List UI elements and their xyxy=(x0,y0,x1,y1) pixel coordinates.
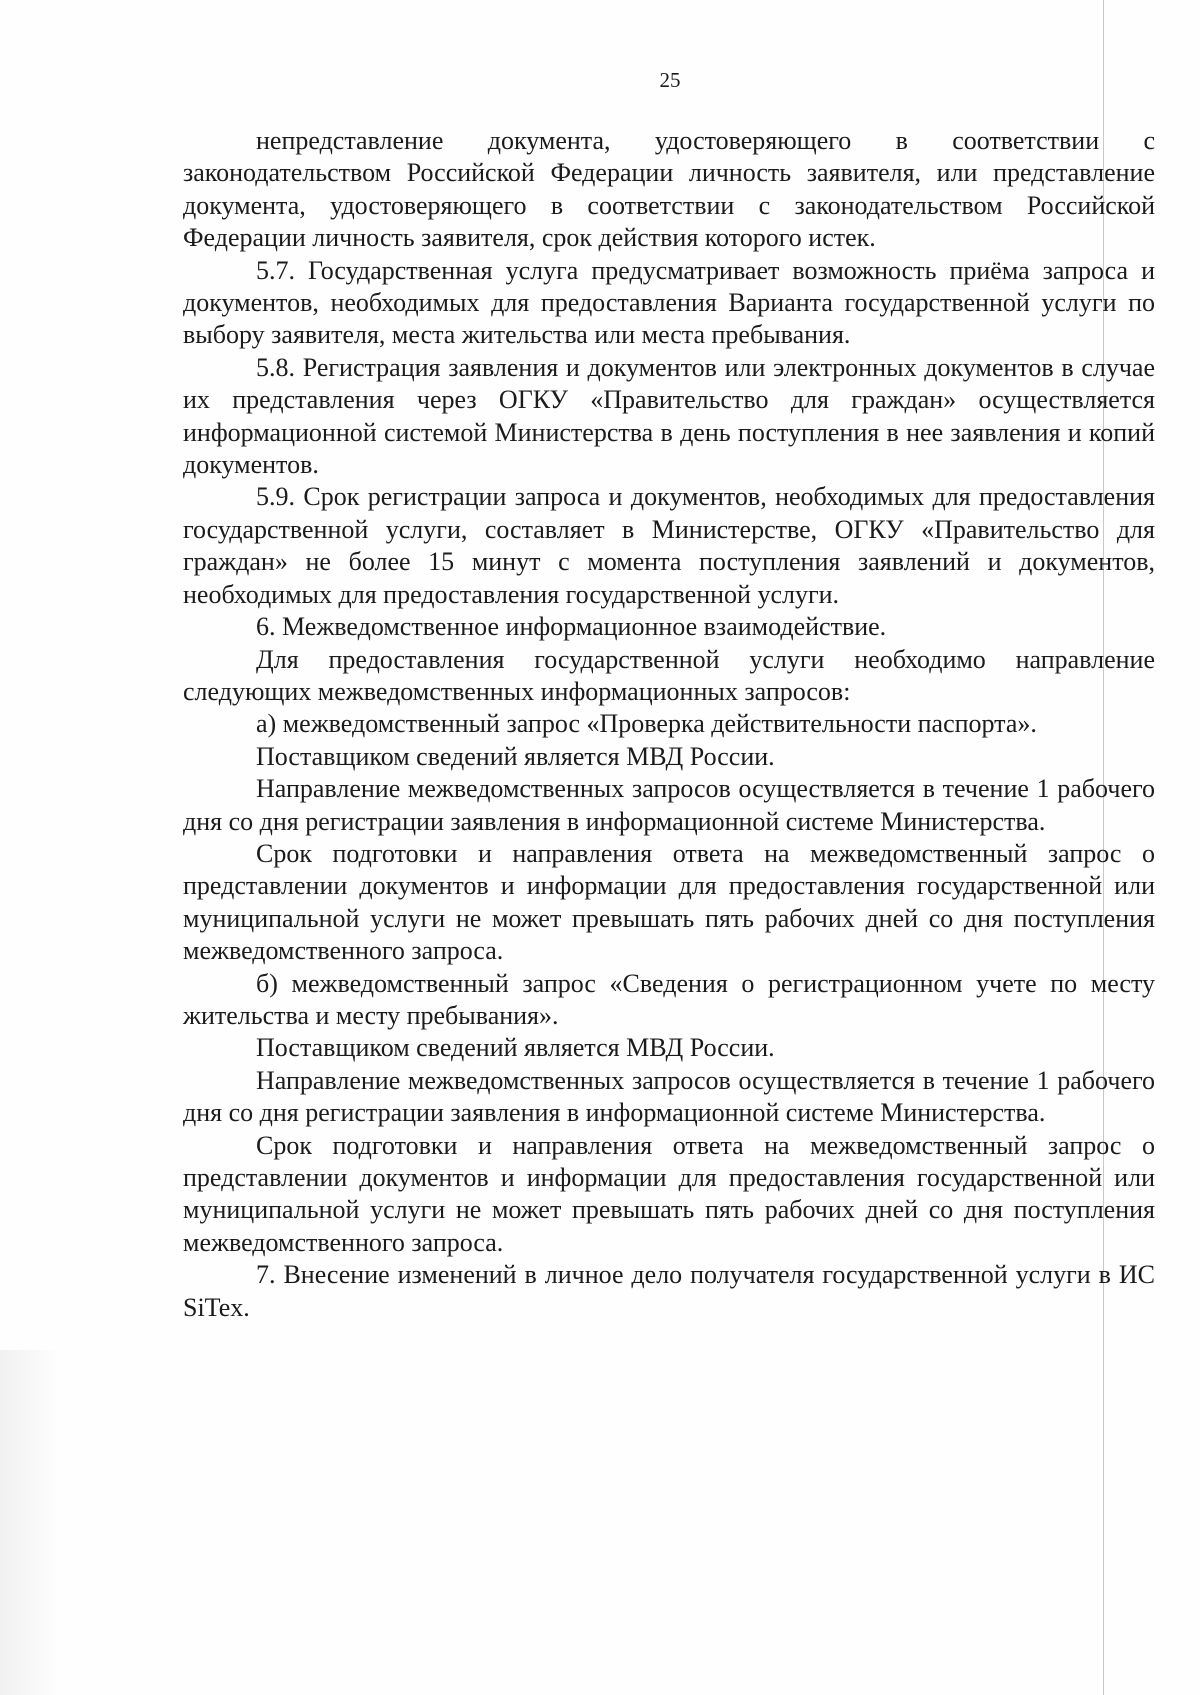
page-number: 25 xyxy=(659,68,681,92)
paragraph-request-b: б) межведомственный запрос «Сведения о регистрационном учете по месту жительства и месту пребывания». xyxy=(183,968,1155,1030)
paragraph-interagency-intro: Для предоставления государственной услуги необходимо направление следующих межведомственных информационных запросов: xyxy=(183,644,1155,706)
paragraph-grounds-continuation: непредставление документа, удостоверяющего в соответствии с законодательством Российской Федерации личность заявителя, или представление документа, удостоверяющего в соответствии с законодательством Российской Федерации личность заявителя, срок действия которого истек. xyxy=(183,126,1155,253)
paragraph-direction-b: Направление межведомственных запросов осуществляется в течение 1 рабочего дня со дня регистрации заявления в информационной системе Министерства. xyxy=(183,1065,1155,1128)
paragraph-request-a: а) межведомственный запрос «Проверка действительности паспорта». xyxy=(256,709,1037,739)
paragraph-provider-a: Поставщиком сведений является МВД России. xyxy=(256,741,775,771)
paragraph-5-7: 5.7. Государственная услуга предусматривает возможность приёма запроса и документов, необходимых для предоставления Варианта государственной услуги по выбору заявителя, места жительства или места пребывания. xyxy=(183,255,1155,350)
paragraph-deadline-a: Срок подготовки и направления ответа на межведомственный запрос о представлении документов и информации для предоставления государственной или муниципальной услуги не может превышать пять рабочих дней со дня поступления межведомственного запроса. xyxy=(183,838,1155,966)
scan-artifact-shadow xyxy=(0,1350,60,1695)
section-heading-6: 6. Межведомственное информационное взаимодействие. xyxy=(256,612,887,642)
paragraph-provider-b: Поставщиком сведений является МВД России. xyxy=(256,1033,775,1063)
section-heading-7: 7. Внесение изменений в личное дело получателя государственной услуги в ИС SiTex. xyxy=(183,1260,1155,1322)
document-body xyxy=(183,125,1155,1324)
paragraph-5-9: 5.9. Срок регистрации запроса и документов, необходимых для предоставления государственной услуги, составляет в Министерстве, ОГКУ «Правительство для граждан» не более 15 минут с момента поступления заявлений и документов, необходимых для предоставления государственной услуги. xyxy=(183,482,1155,609)
paragraph-direction-a: Направление межведомственных запросов осуществляется в течение 1 рабочего дня со дня регистрации заявления в информационной системе Министерства. xyxy=(183,774,1155,836)
paragraph-deadline-b: Срок подготовки и направления ответа на межведомственный запрос о представлении документов и информации для предоставления государственной или муниципальной услуги не может превышать пять рабочих дней со дня поступления межведомственного запроса. xyxy=(183,1130,1155,1257)
paragraph-5-8: 5.8. Регистрация заявления и документов или электронных документов в случае их представления через ОГКУ «Правительство для граждан» осуществляется информационной системой Министерства в день поступления в нее заявления и копий документов. xyxy=(183,352,1155,480)
